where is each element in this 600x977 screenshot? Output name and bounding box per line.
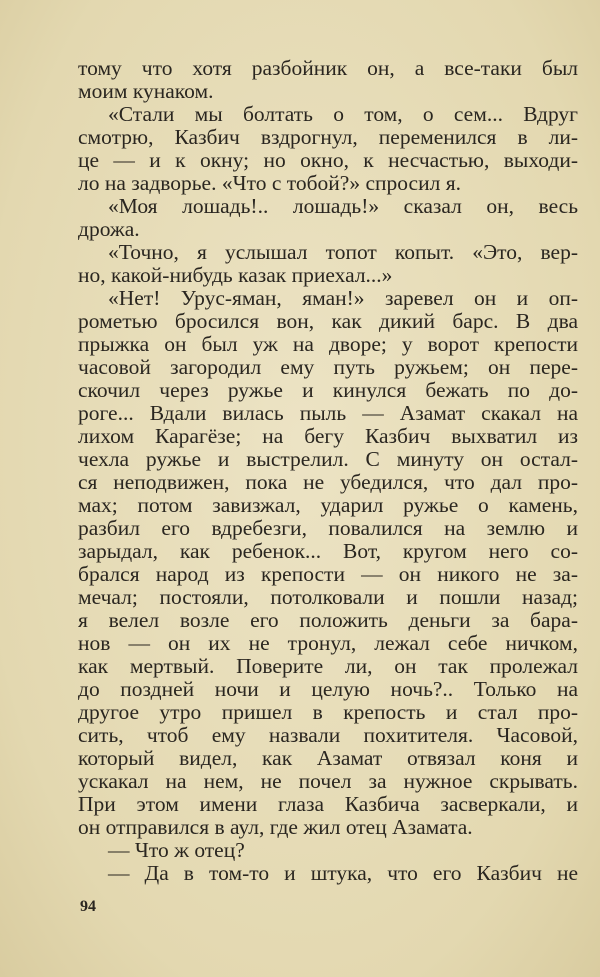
text-line: «Моя лошадь!.. лошадь!» сказал он, весь bbox=[108, 195, 578, 218]
text-line: ло на задворье. «Что с тобой?» спросил я. bbox=[78, 171, 461, 195]
text-line: це — и к окну; но окно, к несчастью, выходи- bbox=[78, 149, 578, 172]
text-line: который видел, как Азамат отвязал коня и bbox=[78, 747, 578, 770]
text-line: моим кунаком. bbox=[78, 79, 214, 103]
text-line: рометью бросился вон, как дикий барс. В два bbox=[78, 310, 578, 333]
text-line: прыжка он был уж на дворе; у ворот крепости bbox=[78, 333, 578, 356]
text-line: — Да в том-то и штука, что его Казбич не bbox=[108, 862, 578, 885]
text-line: ускакал на нем, не почел за нужное скрывать. bbox=[78, 770, 578, 793]
text-line: другое утро пришел в крепость и стал про- bbox=[78, 701, 578, 724]
text-line: чехла ружье и выстрелил. С минуту он остал- bbox=[78, 448, 578, 471]
text-line: брался народ из крепости — он никого не за- bbox=[78, 563, 578, 586]
text-line: ся неподвижен, пока не убедился, что дал про- bbox=[78, 471, 578, 494]
text-line: нов — он их не тронул, лежал себе ничком, bbox=[78, 632, 578, 655]
page-number: 94 bbox=[80, 898, 96, 915]
text-line: я велел возле его положить деньги за бара- bbox=[78, 609, 578, 632]
text-line: «Нет! Урус-яман, яман!» заревел он и оп- bbox=[108, 287, 578, 310]
text-line: до поздней ночи и целую ночь?.. Только на bbox=[78, 678, 578, 701]
text-line: мах; потом завизжал, ударил ружье о камень, bbox=[78, 494, 578, 517]
text-line: дрожа. bbox=[78, 217, 140, 241]
text-line: зарыдал, как ребенок... Вот, кругом него со- bbox=[78, 540, 578, 563]
text-line: как мертвый. Поверите ли, он так пролежал bbox=[78, 655, 578, 678]
text-line: разбил его вдребезги, повалился на землю и bbox=[78, 517, 578, 540]
text-line: скочил через ружье и кинулся бежать по до- bbox=[78, 379, 578, 402]
text-line: мечал; постояли, потолковали и пошли назад; bbox=[78, 586, 578, 609]
text-line: тому что хотя разбойник он, а все-таки был bbox=[78, 57, 578, 80]
text-line: смотрю, Казбич вздрогнул, переменился в ли- bbox=[78, 126, 578, 149]
text-line: часовой загородил ему путь ружьем; он пере- bbox=[78, 356, 578, 379]
text-line: При этом имени глаза Казбича засверкали, и bbox=[78, 793, 578, 816]
body-text bbox=[78, 57, 578, 885]
text-line: но, какой-нибудь казак приехал...» bbox=[78, 263, 393, 287]
text-line: лихом Карагёзе; на бегу Казбич выхватил из bbox=[78, 425, 578, 448]
text-line: сить, чтоб ему назвали похитителя. Часовой, bbox=[78, 724, 578, 747]
text-line: — Что ж отец? bbox=[108, 838, 245, 862]
text-line: он отправился в аул, где жил отец Азамата. bbox=[78, 815, 473, 839]
text-line: роге... Вдали вилась пыль — Азамат скакал на bbox=[78, 402, 578, 425]
text-line: «Точно, я услышал топот копыт. «Это, вер- bbox=[108, 241, 578, 264]
text-line: «Стали мы болтать о том, о сем... Вдруг bbox=[108, 103, 578, 126]
